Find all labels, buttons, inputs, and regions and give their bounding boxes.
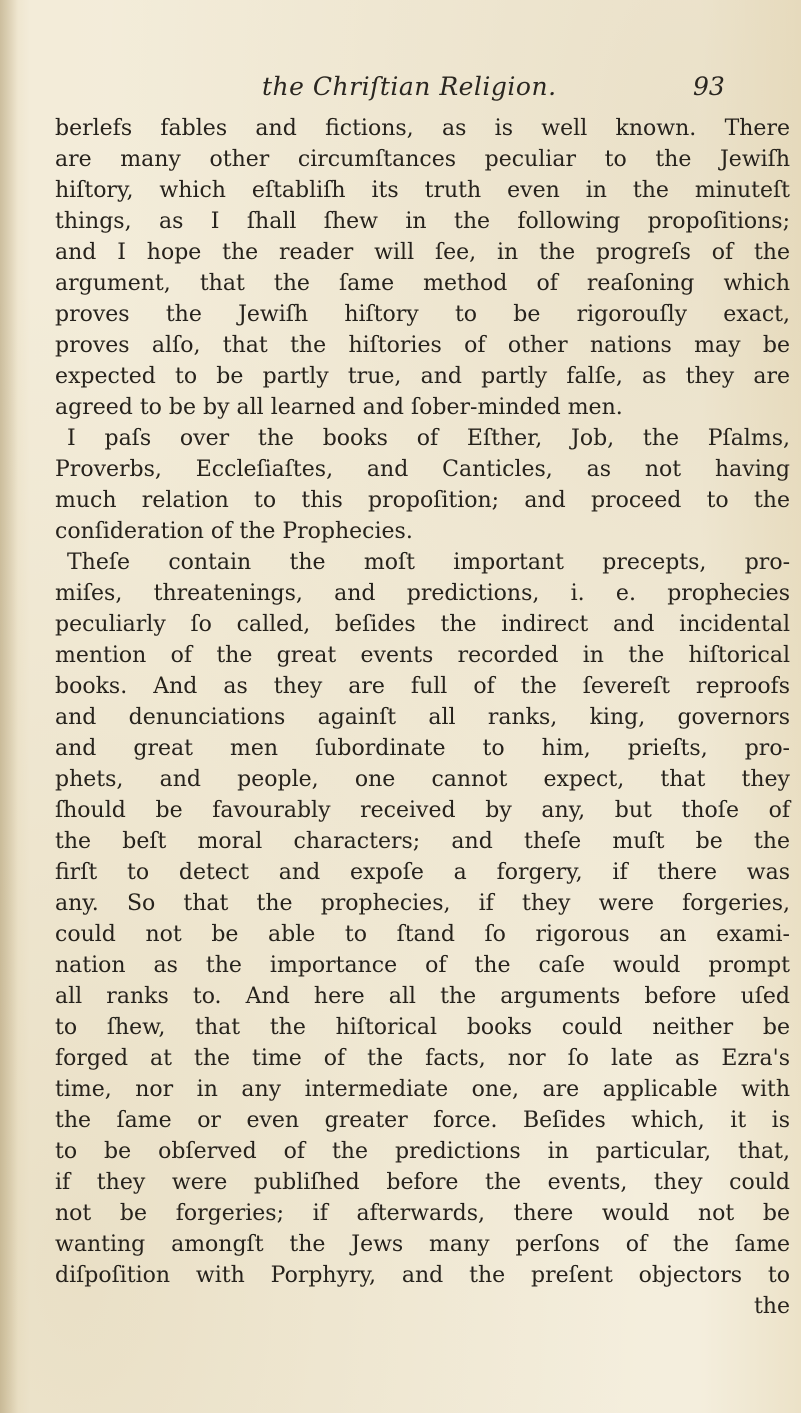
text-line: to ſhew, that the hiſtorical books could neither be [55,1015,790,1040]
text-line: peculiarly ſo called, beſides the indirect and incidental [55,612,790,637]
text-line: Proverbs, Eccleſiaſtes, and Canticles, as not having [55,457,790,482]
text-line: proves alſo, that the hiſtories of other nations may be [55,333,790,358]
text-line: any. So that the prophecies, if they were forgeries, [55,891,790,916]
text-line: and great men ſubordinate to him, prieſts, pro- [55,736,790,761]
binding-shadow [0,0,18,1413]
text-line: argument, that the ſame method of reaſoning which [55,271,790,296]
text-line: all ranks to. And here all the arguments before uſed [55,984,790,1009]
text-line: Theſe contain the moſt important precepts, pro- [67,550,790,575]
text-line: things, as I ſhall ſhew in the following propoſitions; [55,209,790,234]
text-line: the ſame or even greater force. Beſides which, it is [55,1108,790,1133]
text-line: and I hope the reader will ſee, in the progreſs of the [55,240,790,265]
catchword: the [753,1294,790,1319]
page-number: 93 [693,72,725,101]
text-line: if they were publiſhed before the events, they could [55,1170,790,1195]
text-line: hiſtory, which eſtabliſh its truth even in the minuteſt [55,178,790,203]
running-title: the Chriſtian Religion. [262,72,557,101]
text-line: berlefs fables and fictions, as is well known. There [55,116,790,141]
text-line: miſes, threatenings, and predictions, i. e. prophecies [55,581,790,606]
text-line: conſideration of the Prophecies. [55,519,413,544]
text-line: ſhould be favourably received by any, but thoſe of [55,798,790,823]
text-line: agreed to be by all learned and ſober-minded men. [55,395,623,420]
text-line: diſpoſition with Porphyry, and the preſent objectors to [55,1263,790,1288]
text-line: much relation to this propoſition; and proceed to the [55,488,790,513]
text-line: nation as the importance of the caſe would prompt [55,953,790,978]
page-header [0,72,801,112]
text-line: mention of the great events recorded in the hiſtorical [55,643,790,668]
text-line: and denunciations againſt all ranks, king, governors [55,705,790,730]
text-line: to be obſerved of the predictions in particular, that, [55,1139,790,1164]
text-line: I paſs over the books of Eſther, Job, the Pſalms, [67,426,790,451]
text-line: are many other circumſtances peculiar to the Jewiſh [55,147,790,172]
text-line: forged at the time of the facts, nor ſo late as Ezra's [55,1046,790,1071]
text-line: the beſt moral characters; and theſe muſt be the [55,829,790,854]
text-line: phets, and people, one cannot expect, that they [55,767,790,792]
text-line: could not be able to ſtand ſo rigorous an exami- [55,922,790,947]
text-line: proves the Jewiſh hiſtory to be rigorouſly exact, [55,302,790,327]
body-text [55,113,790,1322]
text-line: expected to be partly true, and partly falſe, as they are [55,364,790,389]
text-line: books. And as they are full of the ſevereſt reproofs [55,674,790,699]
text-line: wanting amongſt the Jews many perſons of the ſame [55,1232,790,1257]
text-line: time, nor in any intermediate one, are applicable with [55,1077,790,1102]
text-line: not be forgeries; if afterwards, there would not be [55,1201,790,1226]
text-line: firſt to detect and expoſe a forgery, if there was [55,860,790,885]
